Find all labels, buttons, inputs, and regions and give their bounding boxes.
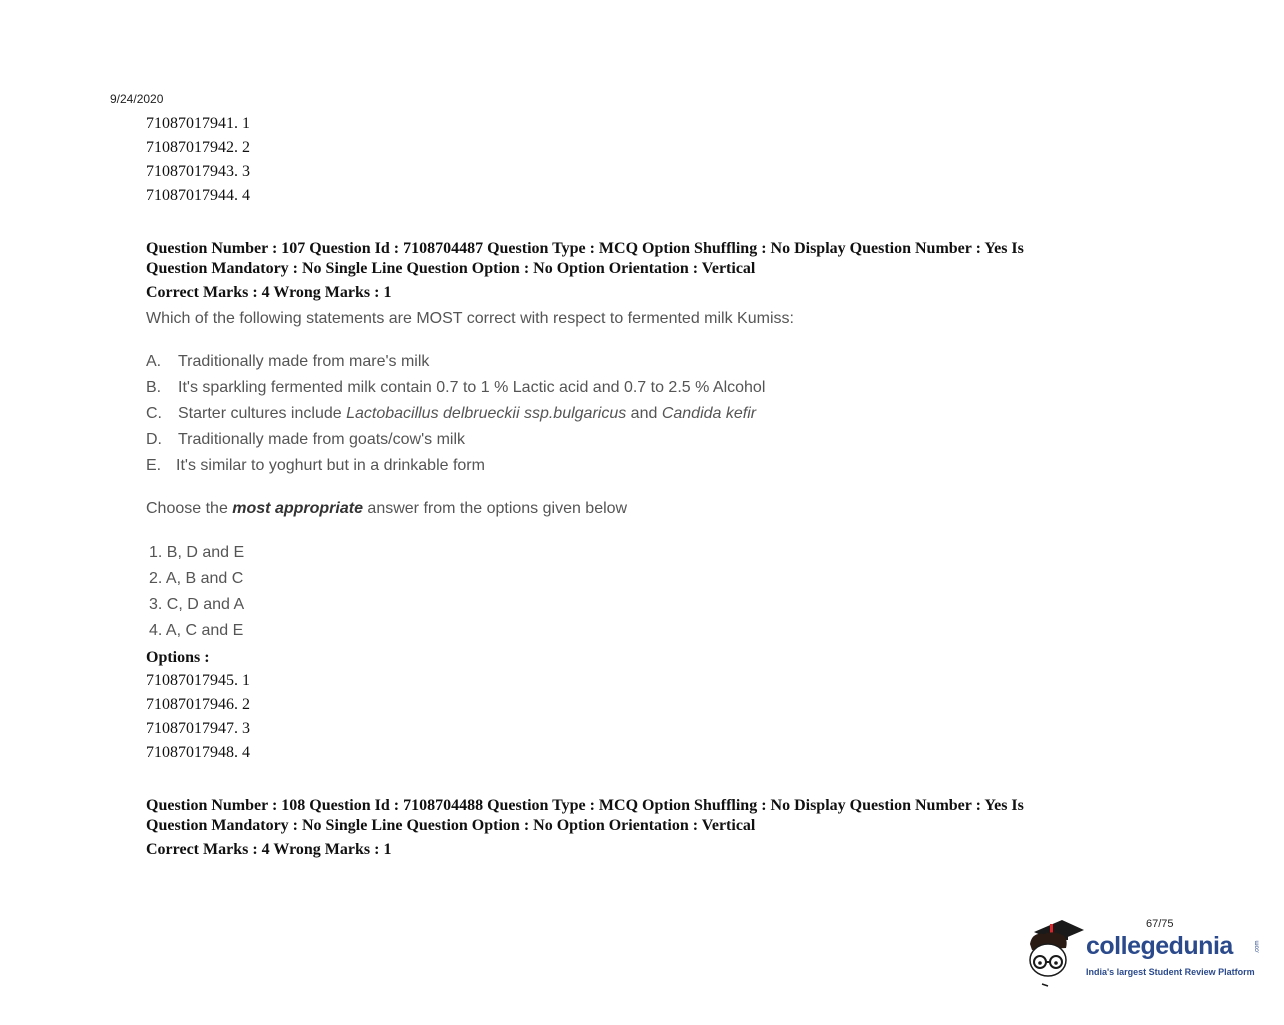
answer-choice-4: 4. A, C and E (149, 622, 244, 639)
statement-a-letter: A. (146, 353, 162, 370)
q107-option-1: 71087017945. 1 (146, 672, 250, 689)
options-label: Options : (146, 649, 210, 666)
q107-option-4: 71087017948. 4 (146, 744, 250, 761)
answer-choice-1: 1. B, D and E (149, 544, 245, 561)
collegedunia-logo[interactable] (1024, 918, 1264, 990)
prev-option-2: 71087017942. 2 (146, 139, 250, 156)
prev-option-4: 71087017944. 4 (146, 187, 250, 204)
choose-post: answer from the options given below (362, 500, 628, 517)
q107-question-text: Which of the following statements are MOST correct with respect to fermented milk Kumiss: (146, 310, 794, 327)
statement-c-letter: C. (146, 405, 162, 422)
mascot-icon (1024, 918, 1088, 990)
statement-c-mid: and (626, 405, 662, 422)
q108-marks: Correct Marks : 4 Wrong Marks : 1 (146, 841, 392, 858)
q107-option-3: 71087017947. 3 (146, 720, 250, 737)
prev-option-1: 71087017941. 1 (146, 115, 250, 132)
choose-instruction (146, 499, 627, 519)
statement-c-species-2: Candida kefir (661, 405, 757, 422)
statement-c-pre: Starter cultures include (178, 405, 347, 422)
q108-meta-line2: Question Mandatory : No Single Line Question Option : No Option Orientation : Vertical (146, 817, 756, 834)
statement-d-text: Traditionally made from goats/cow's milk (178, 431, 465, 448)
q107-marks: Correct Marks : 4 Wrong Marks : 1 (146, 284, 392, 301)
q107-meta-line2: Question Mandatory : No Single Line Question Option : No Option Orientation : Vertical (146, 260, 756, 277)
statement-b-text: It's sparkling fermented milk contain 0.7 to 1 % Lactic acid and 0.7 to 2.5 % Alcohol (178, 379, 766, 396)
answer-choice-3: 3. C, D and A (149, 596, 245, 613)
statement-e-letter: E. (146, 457, 162, 474)
logo-com: .com (1254, 940, 1261, 954)
statement-e-text: It's similar to yoghurt but in a drinkable form (176, 457, 485, 474)
statement-c-species-1: Lactobacillus delbrueckii ssp.bulgaricus (346, 405, 627, 422)
statement-d-letter: D. (146, 431, 162, 448)
statement-a-text: Traditionally made from mare's milk (178, 353, 430, 370)
q107-option-2: 71087017946. 2 (146, 696, 250, 713)
answer-choice-2: 2. A, B and C (149, 570, 244, 587)
q108-meta-line1: Question Number : 108 Question Id : 7108704488 Question Type : MCQ Option Shuffling : No Display Question Number : Yes Is (146, 797, 1024, 814)
print-date: 9/24/2020 (110, 92, 164, 106)
page-number: 67/75 (1146, 918, 1174, 930)
logo-tagline: India's largest Student Review Platform (1086, 967, 1255, 977)
prev-option-3: 71087017943. 3 (146, 163, 250, 180)
choose-emphasis: most appropriate (232, 500, 363, 517)
choose-pre: Choose the (146, 500, 233, 517)
statement-c-text (178, 405, 756, 423)
statement-b-letter: B. (146, 379, 162, 396)
q107-meta-line1: Question Number : 107 Question Id : 7108704487 Question Type : MCQ Option Shuffling : No Display Question Number : Yes Is (146, 240, 1024, 257)
logo-wordmark: collegedunia (1086, 932, 1233, 960)
